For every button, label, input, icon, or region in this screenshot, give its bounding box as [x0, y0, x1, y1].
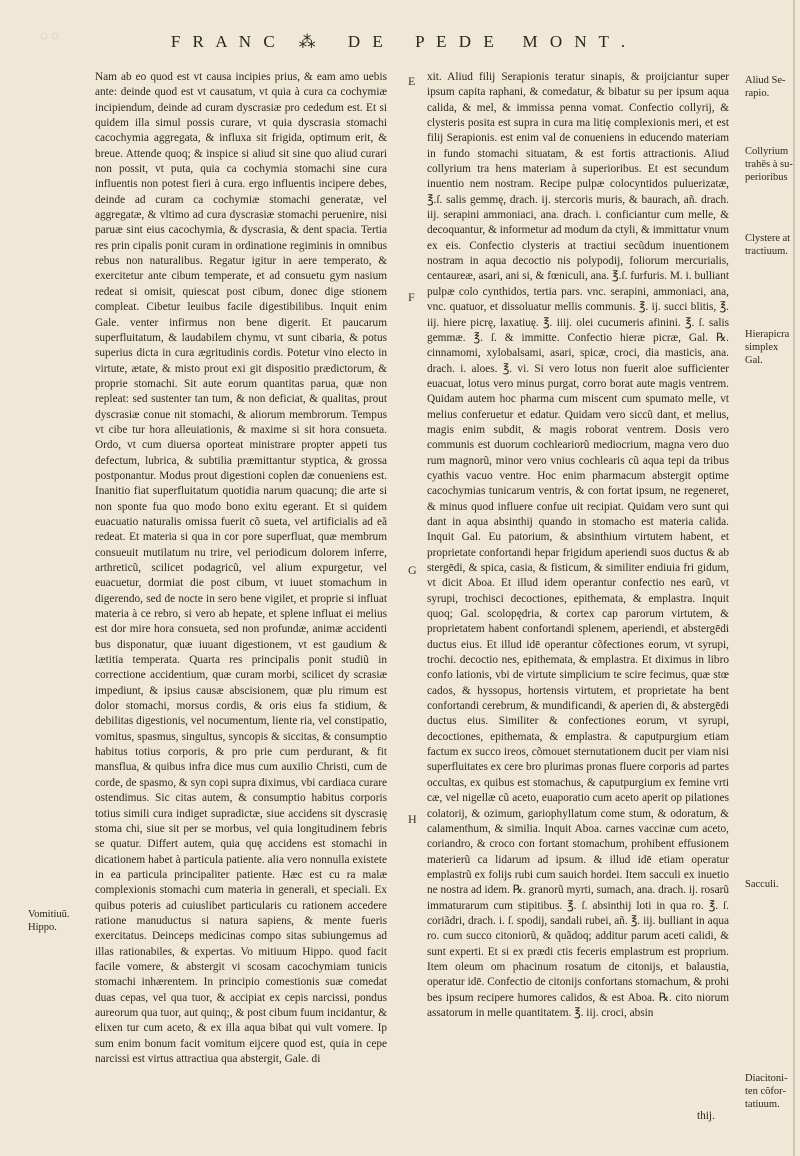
left-column — [95, 70, 387, 1067]
right-column — [427, 70, 729, 1021]
running-header — [0, 32, 800, 60]
margin-note-vomitium: Vomitiuũ. Hippo. — [28, 909, 70, 933]
margin-note-hierapicra: Hierapicra simplex Gal. — [745, 329, 790, 366]
left-column-text: Nam ab eo quod est vt causa incipies prius, & eam amo uebis ante: deinde quod est vt causatum, vt quia à cura ca cochymiæ incipiendum, deinde ad curam dyscrasiæ pro cededum est. Et si quidem illa simul possis curare, vt quia dyscrasia stomachi cacochymia aggregata, & influxa sit frigida, optimum erit, & breue. Attende quoq; & inspice si aliud sit sine quo aliud curari non possit, vt puta, quia ca cochymia stomachi sine cura influentis non potest fieri à cura. ergo influentis incipere debes, deinde ad curam ca cochymiæ stomachi generatæ, vel aggregatæ, & vltimo ad cura dyscrasiæ stomachi peruenire, nisi paruæ sint eius cacochymia, & dyscrasia, & dent spacia. Tertia res prin cipalis ponit curam in ordinatione regiminis in omnibus rebus non naturalibus. Regatur igitur in aere temperato, & exercitetur ante cibum temperate, et ad consuetu gym nasium redeat si omisit, quiescat post cibum, donec dige stionem compleat. Cibetur leuibus facile digestibilibus. Inquit enim Gale. venter infirmus non bene digerit. Et paucarum superfluitatum, & laudabilem chymu, vt sunt cibaria, & potus superius dicta in cura ægritudinis cordis. Potetur vino electo in virtute, ætate, & misto prout exi git dispositio prædictorum, & proprie stomachi. Sit aute eorum quantitas parua, quæ non repleat: sed sustenter tan tum, & non deficiat, & qualitas, prout dyscrasiæ conue nit stomachi, & aliorum membrorum. Tempus vt cibe tur hora alleuiationis, & maxime si sit hora consueta. Ordo, vt cum diuersa oporteat ministrare propter appeti tus defectum, lubrica, & subtilia præmittantur styptica, & grossa postponantur. Modus prout digestioni coplen dæ conueniens est. Inanitio fiat superfluitatum quotidia narum quacunq; die arte si non sponte fua quo modo bono exitu egerant. Et si quidem euacuatio naturalis omissa fuerit cõ sueta, vel artificialis ad eã redeat. Et materia si qua in cor pore superfluat, quæ membrum consueuit mutilatum nu trire, vel periodicum dolorem inferre, arthreticũ, scilicet podagricũ, vel alium expurgetur, vel euacuetur, dormiat die post cibum, vt iuuet stomachum in digerendo, sed de nocte in sero bene vigilet, et proprie si influat materia à ce rebro, si vero ab hepate, et splene influat ei melius est dor mire hora consueta, sed non profundæ, animæ accidenti bus disponatur, quæ iuuant digestionem, vt est gaudium & lætitia temperata. Quarta res principalis ponit studiũ in correctione accidentium, quæ curam morbi, scilicet dy scrasiæ impediunt, & ipsius causæ abscisionem, quæ plu rimum est dolor stomachi, morsus cordis, & oris eius fa stidium, & debilitas digestionis, vel nocumentum, liente ria, vel constipatio, vomitus, spasmus, singultus, syncopis & siccitas, & consumptio habitus totius corporis, & pro prie cum perdurant, & fit mansflua, & quibus infra dice mus cum auxilio Christi, cum de corde, de spasmo, & syn copi supra diximus, vbi cardiaca curare ostendimus. Sic citas autem, & consumptio habitus corporis totius simili cura indiget supradictæ, siue accidens sit dyscrasię stoma chi, siue sit per se morbus, vel quia longitudinem febris se quatur. Differt autem, quia quę accidens est stomachi in dicationem habet à particula patiente. alia vero nonnulla existete in ea particula principaliter patiente. Hæc est cu ra malæ complexionis stomachi cum materia in generali, et speciali. Ex quibus poteris ad cuiuslibet particularis cu rationem accedere ratione manuductus si natura sapiens, & mente fueris exercitatus. Deinceps medicinas compo sitas subiungemus ad illas rationabiles, & expertas. Vo mitiuum Hippo. quod facit facile vomere, & abstergit vi scosam cacochymiam tunicis stomachi inhærentem. In principio comestionis suæ comedat duas cepas, vel qua tuor, & accipiat ex cepis narcissi, pondus aureorum qua tuor, aut quinq;, & post cibum fuum incidantur, & elixen tur cum aceto, & ex illa aqua bibat qui vult vomere. Ip sum enim bonum facit vomitum eijcere quod est, quia in cepe narcissi est virtus attractiua qua abstergit, Gale. di — [95, 71, 387, 1065]
margin-note-sacculi: Sacculi. — [745, 879, 779, 890]
margin-note-aliud-serapio: Aliud Se- rapio. — [745, 75, 786, 99]
margin-note-collyrium: Collyrium trahēs à su- perioribus — [745, 146, 793, 183]
header-de: D E — [347, 32, 387, 51]
sigla-f: F — [408, 290, 415, 304]
right-column-text: xit. Aliud filij Serapionis teratur sinapis, & proijciantur super ipsum capita raphani, & comedatur, & bibatur su per ipsum aqua calida, & mel, & immissa penna vomat. Confectio collyrij, & clysteris posita est supra in cura ma litię complexionis meri, et est filij Serapionis. est enim val de conueniens in educendo materiam in fundo stomachi situatam, & est fortis attractionis. Aliud collyrium tra hens materiam à superioribus. Et est secundum inuentio nem nostram. Recipe pulpæ colocyntidos puluerizatæ, ℥.ſ. salis gemmę, drach. ij. stercoris muris, & baurach, añ. drach. iij. serapini ammoniaci, ana. drach. i. conficiantur cum melle, & decoquantur, & informetur ad modum da ctyli, & immittatur vnum ex eis. Confectio clysteris at tractiui secũdum inuentionem nostram in aqua decoctio nis polypodij, foliorum mercurialis, centaureæ, asari, ani si, & fœniculi, ana. ℥.ſ. furfuris. M. i. bulliant pulpæ colo cynthidos, tertia pars. vnc. serapini, ammoniaci, ana, vnc. quatuor, et dissoluatur mellis communis. ℥. ij. succi blitis, ℥. iij. hiere picrę, laxatiuę. ℥. iiij. olei cucumeris afinini. ℥. ſ. salis gemmæ. ℥. ſ. & immitte. Confectio hieræ picræ, Gal. ℞. cinnamomi, xylobalsami, asari, spicæ, croci, dia masticis, ana. drach. i. aloes. ℥. vi. Si vero lotus non fuerit aloe sufficienter euacuat, lotus vero minus purgat, corro borat aute magis ventrem. Quidam autem hoc pharma cum miscent cum spumato melle, vt melius conferuetur et edatur. Quidam vero siccũ dant, et melius, magis enim subdit, & magis roborat ventrem. Dosis vero communis est duorum cochleariorũ mediocrium, magna vero duo rum magnorũ, minor vero vnius cochlearis cũ aqua tepi da tribus cyathis vacuo ventre. Hoc enim pharmacum abstergit optime cacochymias tunicarum ventris, & con fortat ipsum, ne regeneret, & minus quod influere confue uit recipiat. Quidam vero sunt qui dant in aqua absinthij quando in stomacho est materia calida. Inquit Gal. Eu patorium, & absinthium virtutem habent, et proprietate confortandi hepar frigidum aperiendi suos ductus & ab stergēdi, & spica, casia, & fisticum, & similiter endiuia fri gidum, vt dicit Aboa. Et illud idem operantur confectio nes earũ, vt syrupi, trochisci decoctiones, epithemata, & emplastra. Inquit quoq; Gal. scolopędria, & cortex cap parorum virtutem, & proprietatem habent confortandi splenem, aperiendi, et abstergēdi ductus eius. Et illud idē operantur cõfectiones eorum, vt syrupi, trochi. decoctio nes, epithemata, & emplastra. Et diximus in libro confo lationis, vbi de virtute simplicium te scire fecimus, quæ stœ cados, & hyssopus, hortensis virtutem, et proprietate ha bent confortandi cerebrum, & mundificandi, & aperien di, & abstergēdi ductus eius. Similiter & confectiones eorum, vt syrupi, decoctiones, epithemata, & emplastra. & caputpurgium etiam factum ex succo ireos, cõmouet sternutationem ducit per viam nisi superfluitates ex cere bro plurimas pronas fluere corporis ad partes occultas, ex quibus est stomachus, & caputpurgium ex femine vrti cæ, vel nigellæ cũ aceto, euaporatio cum aceto aperit op pilationes colatorij, & ozimum, gariophyllatum come stum, & odoratum, & calamenthum, & similia. Inquit Aboa. carnes vaccinæ cum aceto, coriandro, & croco con fortant stomachum, prohibent effusionem materierũ ca lidarum ad ipsum. & illud idē etiam operatur emplastrũ ex folijs rubi cum sauich hordei. Item sacculi ex inuetio ne nostra ad idem. ℞. granorũ myrti, sumach, ana. drach. ij. rosarũ immaturarum cum stipitibus. ℥. ſ. absinthij loti in qua ro. ℥. ſ. coriãdri, drach. i. ſ. spodij, sandali rubei, añ. ℥. iij. bulliant in aqua ro. cum succo citoniorũ, & quãdoq; additur parum aceti calidi, & sunt experti. Et si ex prædi ctis feceris emplastrum est proprium. Item oleum om phacinum rosatum de citonijs, et balaustia, operatur idē. Confectio de citonijs confortans stomachum, & prohi bes ipsum recipere humores calidos, & est Aboa. ℞. cito niorum assatorum in melle quantitatem. ℥. iij. croci, absin — [427, 71, 729, 1019]
header-franc: F R A N C — [170, 32, 279, 51]
page-edge-line — [793, 0, 795, 1156]
catchword: thij. — [697, 1110, 715, 1122]
margin-note-clystere: Clystere at tractiuum. — [745, 233, 791, 257]
sigla-e: E — [408, 74, 416, 88]
sigla-h: H — [408, 812, 417, 826]
header-mark: ⁂ — [298, 32, 320, 51]
ink-blot-decoration: ◌ ◌ — [40, 28, 59, 43]
header-pede-mont: P E D E M O N T . — [415, 32, 630, 51]
margin-note-diacitoniten: Diacitoni- ten cõfor- tatiuum. — [745, 1073, 788, 1110]
sigla-g: G — [408, 563, 417, 577]
